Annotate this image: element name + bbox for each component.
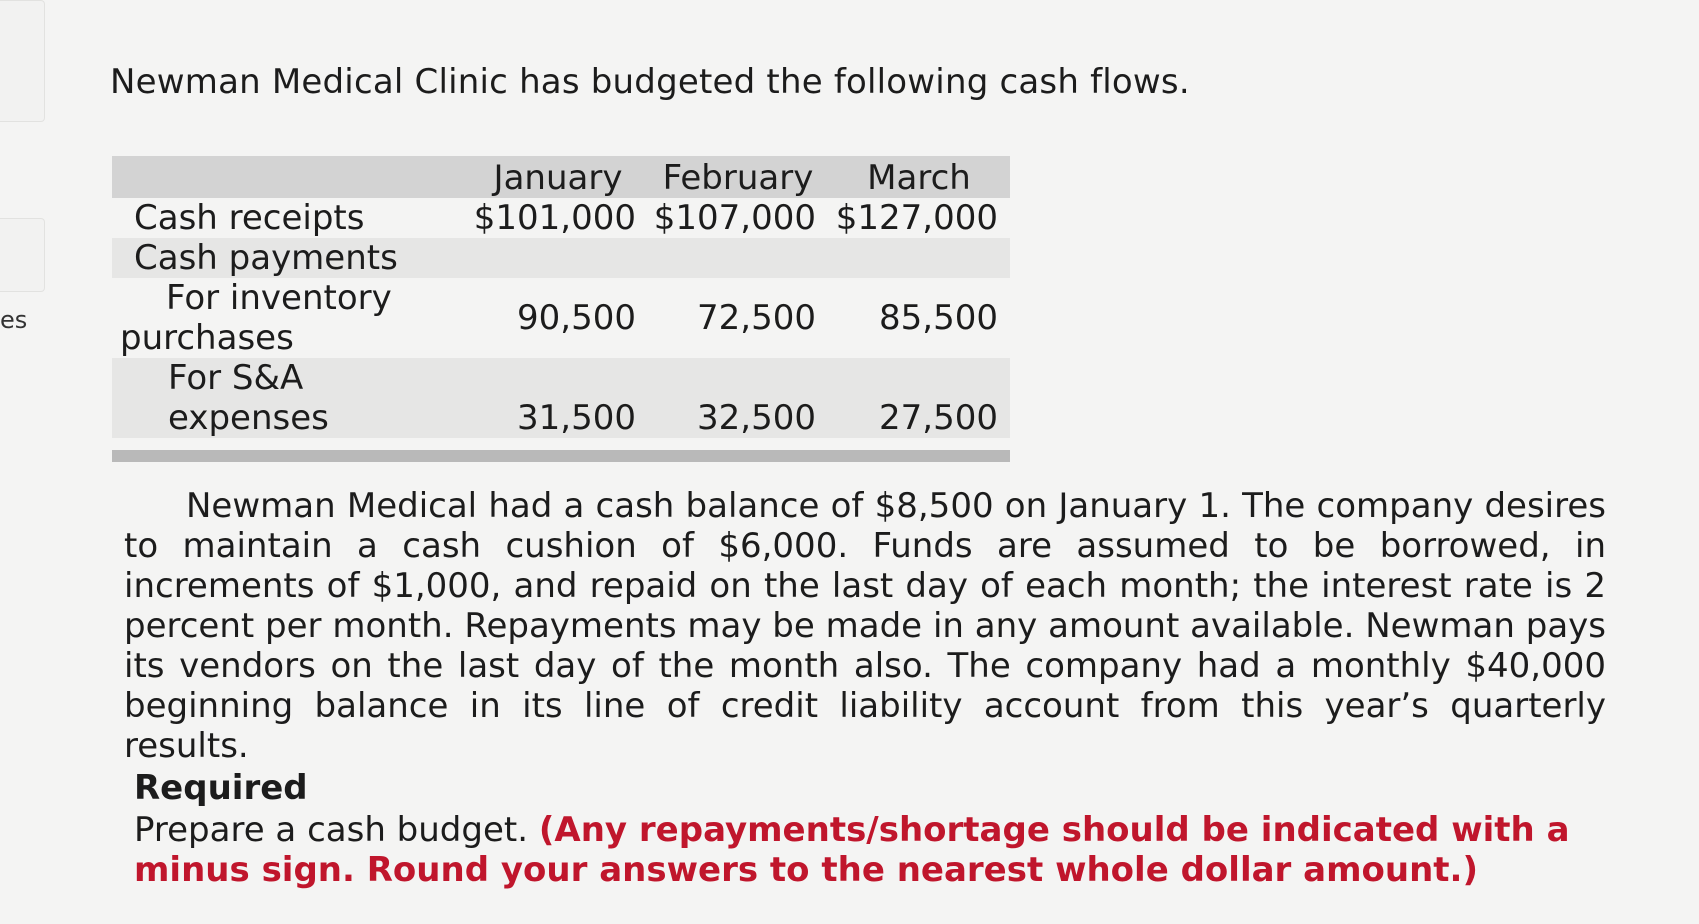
cell-sa-february: 32,500	[648, 358, 828, 438]
cell-sa-january: 31,500	[468, 358, 648, 438]
required-instruction	[134, 810, 1594, 890]
row-label-inventory-line1: For inventory	[166, 278, 392, 318]
row-label-cash-payments: Cash payments	[112, 238, 468, 278]
left-panel-text-fragment: es	[0, 306, 28, 334]
problem-paragraph: Newman Medical had a cash balance of $8,500 on January 1. The company desires to maintain a cash cushion of $6,000. Funds are assumed to be borrowed, in increments of $1,000, and repaid on the last day of each month; the interest rate is 2 percent per month. Repayments may be made in any amount available. Newman pays its vendors on the last day of the month also. The company had a monthly $40,000 beginning balance in its line of credit liability account from this year’s quarterly results.	[124, 486, 1606, 766]
cell-inventory-february: 72,500	[697, 298, 816, 338]
table-row-sa-expenses	[112, 358, 1010, 438]
row-label-sa-expenses: For S&A expenses	[112, 358, 468, 438]
column-header-march: March	[828, 156, 1010, 198]
table-row-inventory-purchases	[112, 278, 1010, 358]
table-row-cash-receipts	[112, 198, 1010, 238]
cell-sa-march: 27,500	[828, 358, 1010, 438]
cell-inventory-march: 85,500	[879, 298, 998, 338]
column-header-january: January	[468, 156, 648, 198]
instruction-text: Prepare a cash budget.	[134, 810, 529, 850]
intro-text: Newman Medical Clinic has budgeted the following cash flows.	[110, 62, 1190, 102]
column-header-february: February	[648, 156, 828, 198]
cell-inventory-january: 90,500	[517, 298, 636, 338]
cell-payments-march	[828, 238, 1010, 278]
left-panel-tab-middle	[0, 218, 45, 292]
cell-receipts-february: $107,000	[653, 198, 816, 238]
left-panel-tab-top	[0, 0, 45, 122]
table-header-row	[112, 156, 1010, 198]
row-label-cash-receipts: Cash receipts	[134, 198, 365, 238]
instruction-note: (Any repayments/shortage should be indicated with a minus sign. Round your answers to the nearest whole dollar amount.)	[134, 810, 1570, 890]
cash-flow-table-container	[112, 156, 1010, 462]
table-bottom-rule	[112, 450, 1010, 462]
cell-receipts-january: $101,000	[473, 198, 636, 238]
cell-receipts-march: $127,000	[835, 198, 998, 238]
cash-flow-table	[112, 156, 1010, 438]
required-heading: Required	[134, 768, 308, 808]
cell-payments-february	[648, 238, 828, 278]
cell-payments-january	[468, 238, 648, 278]
row-label-inventory-line2: purchases	[120, 318, 294, 358]
row-label-inventory-purchases	[112, 278, 468, 358]
table-row-cash-payments	[112, 238, 1010, 278]
header-blank-cell	[112, 156, 468, 198]
